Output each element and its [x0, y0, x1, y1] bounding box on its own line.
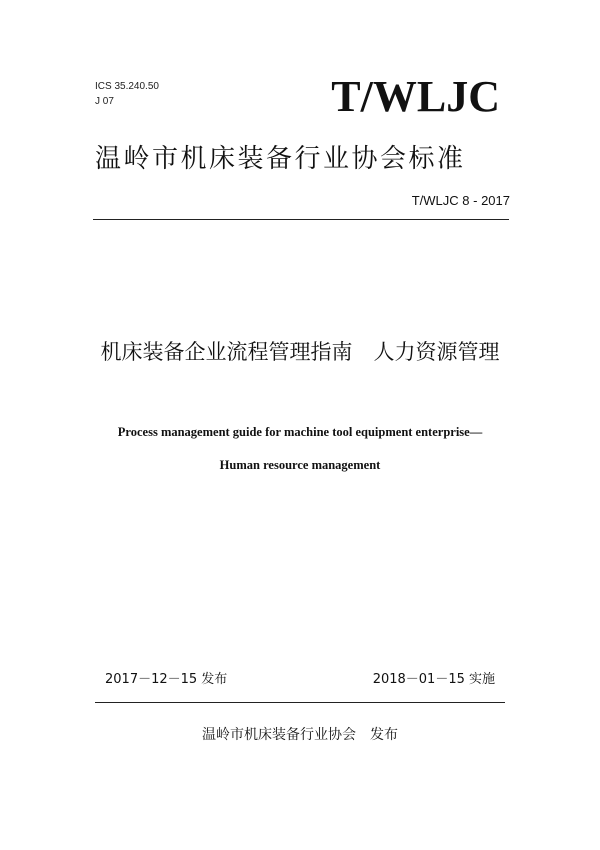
top-divider: [93, 219, 509, 220]
bottom-divider: [95, 702, 505, 703]
english-title-line-2: Human resource management: [219, 458, 381, 472]
organization-standard-title: 温岭市机床装备行业协会标准: [95, 144, 466, 174]
issuing-organization: 温岭市机床装备行业协会 发布: [202, 727, 398, 743]
implementation-date: 2018－01－15 实施: [372, 672, 495, 687]
publish-date: 2017－12－15 发布: [105, 672, 228, 687]
standard-number: T/WLJC 8 - 2017: [411, 193, 510, 208]
chinese-title: 机床装备企业流程管理指南 人力资源管理: [100, 340, 500, 364]
english-title-line-1: Process management guide for machine tool equipment enterprise—: [117, 425, 483, 439]
ics-code: ICS 35.240.50: [95, 81, 159, 92]
standard-logo: T/WLJC: [331, 72, 500, 121]
ccs-code: J 07: [95, 96, 114, 107]
